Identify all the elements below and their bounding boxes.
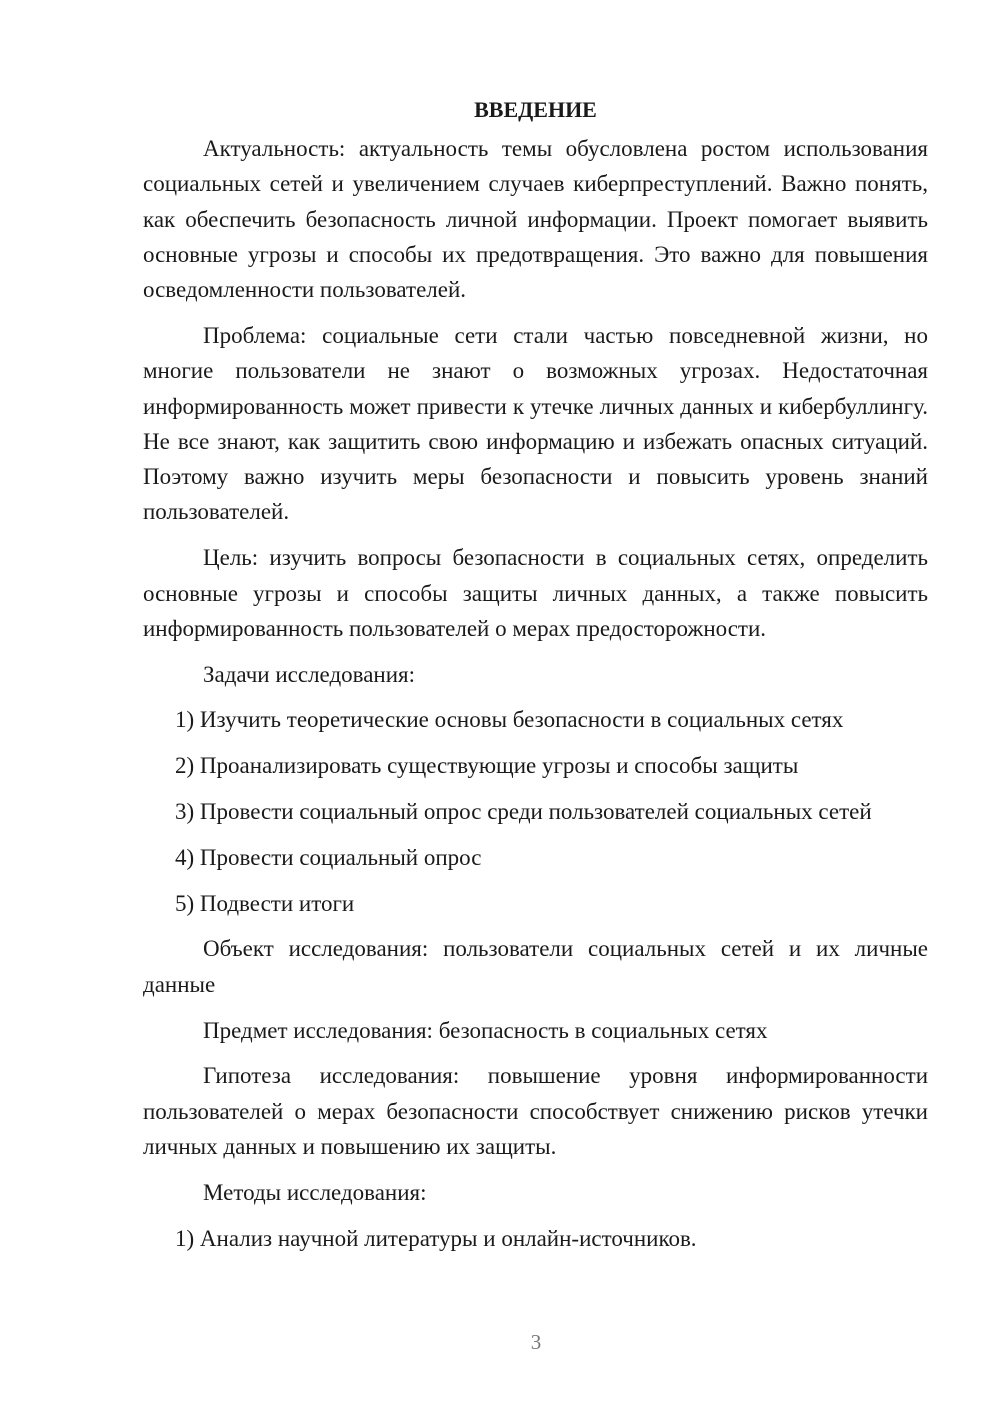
problem-paragraph: Проблема: социальные сети стали частью повседневной жизни, но многие пользователи не знают о возможных угрозах. Недостаточная информированность может привести к утечке личных данных и кибербуллингу. Не все знают, как защитить свою информацию и избежать опасных ситуаций. Поэтому важно изучить меры безопасности и повысить уровень знаний пользователей. <box>143 322 928 525</box>
page-content <box>143 92 928 1266</box>
task-item: 2) Проанализировать существующие угрозы и способы защиты <box>175 753 799 779</box>
tasks-heading: Задачи исследования: <box>203 661 416 687</box>
section-title: ВВЕДЕНИЕ <box>474 97 597 122</box>
methods-heading: Методы исследования: <box>203 1179 427 1205</box>
relevance-paragraph: Актуальность: актуальность темы обусловлена ростом использования социальных сетей и увеличением случаев киберпреступлений. Важно понять, как обеспечить безопасность личной информации. Проект помогает выявить основные угрозы и способы их предотвращения. Это важно для повышения осведомленности пользователей. <box>143 136 928 303</box>
subject-paragraph: Предмет исследования: безопасность в социальных сетях <box>203 1017 768 1043</box>
page-number: 3 <box>530 1330 542 1354</box>
task-item: 3) Провести социальный опрос среди пользователей социальных сетей <box>175 799 872 825</box>
task-item: 5) Подвести итоги <box>175 890 355 916</box>
object-paragraph: Объект исследования: пользователи социальных сетей и их личные данные <box>143 936 928 997</box>
task-item: 4) Провести социальный опрос <box>175 844 482 870</box>
method-item: 1) Анализ научной литературы и онлайн-источников. <box>175 1225 697 1251</box>
goal-paragraph: Цель: изучить вопросы безопасности в социальных сетях, определить основные угрозы и способы защиты личных данных, а также повысить информированность пользователей о мерах предосторожности. <box>143 545 928 641</box>
hypothesis-paragraph: Гипотеза исследования: повышение уровня информированности пользователей о мерах безопасности способствует снижению рисков утечки личных данных и повышению их защиты. <box>143 1063 928 1159</box>
task-item: 1) Изучить теоретические основы безопасности в социальных сетях <box>175 707 844 733</box>
